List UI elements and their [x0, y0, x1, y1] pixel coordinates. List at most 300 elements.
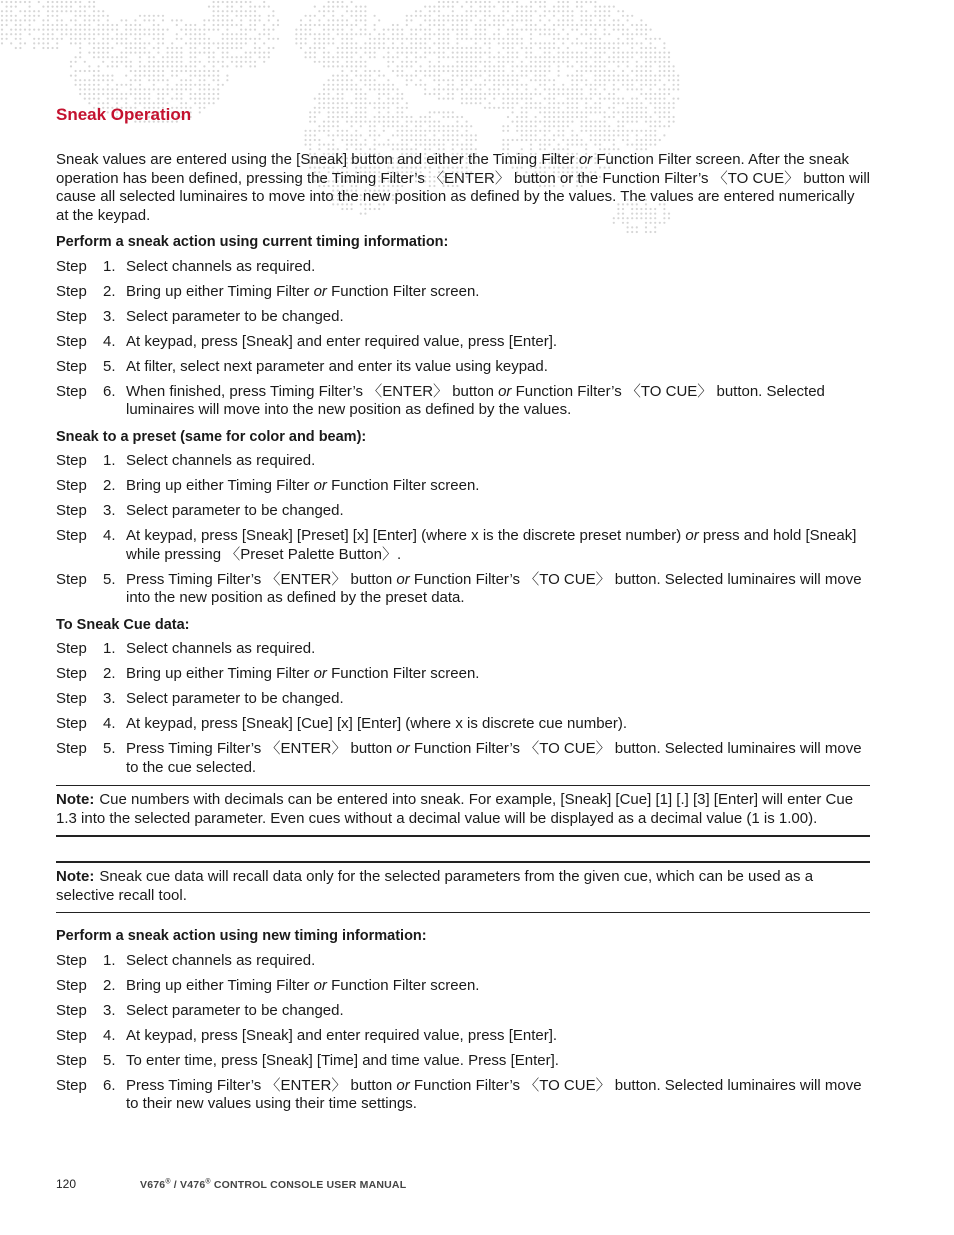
- map-dot: [383, 33, 385, 35]
- map-dot: [208, 38, 210, 40]
- map-dot: [406, 15, 408, 17]
- map-dot: [369, 75, 371, 77]
- map-dot: [139, 75, 141, 77]
- map-dot: [452, 84, 454, 86]
- map-dot: [410, 47, 412, 49]
- map-dot: [29, 6, 31, 8]
- map-dot: [530, 19, 532, 21]
- map-dot: [378, 98, 380, 100]
- map-dot: [10, 42, 12, 44]
- map-dot: [125, 33, 127, 35]
- step-text: [126, 740, 870, 777]
- map-dot: [332, 79, 334, 81]
- map-dot: [346, 75, 348, 77]
- map-dot: [121, 33, 123, 35]
- map-dot: [585, 52, 587, 54]
- map-dot: [328, 38, 330, 40]
- map-dot: [208, 88, 210, 90]
- map-dot: [245, 15, 247, 17]
- map-dot: [42, 38, 44, 40]
- map-dot: [438, 61, 440, 63]
- map-dot: [424, 93, 426, 95]
- map-dot: [548, 29, 550, 31]
- map-dot: [139, 84, 141, 86]
- map-dot: [374, 70, 376, 72]
- map-dot: [190, 56, 192, 58]
- map-dot: [351, 56, 353, 58]
- map-dot: [6, 33, 8, 35]
- map-dot: [378, 84, 380, 86]
- map-dot: [516, 15, 518, 17]
- map-dot: [378, 93, 380, 95]
- map-dot: [493, 33, 495, 35]
- map-dot: [226, 38, 228, 40]
- map-dot: [38, 15, 40, 17]
- map-dot: [360, 65, 362, 67]
- map-dot: [650, 29, 652, 31]
- map-dot: [585, 70, 587, 72]
- map-dot: [668, 52, 670, 54]
- map-dot: [10, 33, 12, 35]
- map-dot: [254, 52, 256, 54]
- map-dot: [659, 98, 661, 100]
- map-dot: [498, 75, 500, 77]
- map-dot: [369, 88, 371, 90]
- map-dot: [590, 38, 592, 40]
- model-b: V476: [180, 1179, 206, 1191]
- map-dot: [539, 84, 541, 86]
- map-dot: [144, 19, 146, 21]
- map-dot: [259, 6, 261, 8]
- map-dot: [622, 98, 624, 100]
- map-dot: [627, 65, 629, 67]
- map-dot: [594, 1, 596, 3]
- map-dot: [484, 33, 486, 35]
- map-dot: [617, 52, 619, 54]
- map-dot: [475, 70, 477, 72]
- map-dot: [93, 33, 95, 35]
- map-dot: [272, 38, 274, 40]
- map-dot: [226, 33, 228, 35]
- map-dot: [392, 42, 394, 44]
- map-dot: [521, 29, 523, 31]
- map-dot: [562, 88, 564, 90]
- map-dot: [203, 84, 205, 86]
- map-dot: [176, 24, 178, 26]
- map-dot: [558, 33, 560, 35]
- step-item: [56, 571, 870, 608]
- map-dot: [424, 15, 426, 17]
- map-dot: [654, 84, 656, 86]
- map-dot: [489, 70, 491, 72]
- map-dot: [102, 52, 104, 54]
- map-dot: [374, 24, 376, 26]
- map-dot: [52, 15, 54, 17]
- map-dot: [157, 29, 159, 31]
- map-dot: [254, 38, 256, 40]
- map-dot: [673, 79, 675, 81]
- map-dot: [226, 15, 228, 17]
- map-dot: [498, 24, 500, 26]
- map-dot: [268, 15, 270, 17]
- map-dot: [153, 65, 155, 67]
- map-dot: [208, 47, 210, 49]
- map-dot: [530, 1, 532, 3]
- map-dot: [553, 79, 555, 81]
- map-dot: [332, 56, 334, 58]
- map-dot: [608, 79, 610, 81]
- map-dot: [553, 29, 555, 31]
- map-dot: [562, 15, 564, 17]
- map-dot: [387, 47, 389, 49]
- map-dot: [231, 33, 233, 35]
- map-dot: [332, 29, 334, 31]
- text-run: At filter, select next parameter and enter its value using keypad.: [126, 357, 548, 375]
- map-dot: [424, 84, 426, 86]
- map-dot: [548, 93, 550, 95]
- map-dot: [558, 65, 560, 67]
- map-dot: [443, 6, 445, 8]
- map-dot: [47, 10, 49, 12]
- map-dot: [544, 42, 546, 44]
- map-dot: [438, 24, 440, 26]
- procedure-new-timing: [56, 927, 870, 1114]
- map-dot: [153, 19, 155, 21]
- map-dot: [93, 56, 95, 58]
- map-dot: [585, 15, 587, 17]
- map-dot: [93, 75, 95, 77]
- map-dot: [470, 93, 472, 95]
- map-dot: [1, 29, 3, 31]
- map-dot: [548, 88, 550, 90]
- map-dot: [33, 15, 35, 17]
- map-dot: [576, 56, 578, 58]
- map-dot: [222, 65, 224, 67]
- map-dot: [309, 29, 311, 31]
- map-dot: [415, 15, 417, 17]
- map-dot: [622, 79, 624, 81]
- map-dot: [318, 42, 320, 44]
- map-dot: [337, 84, 339, 86]
- text-run: Sneak values are entered using the [Sneak] button and either the Timing Filter: [56, 151, 579, 168]
- map-dot: [65, 24, 67, 26]
- map-dot: [617, 61, 619, 63]
- map-dot: [84, 10, 86, 12]
- map-dot: [102, 88, 104, 90]
- map-dot: [314, 6, 316, 8]
- map-dot: [148, 19, 150, 21]
- map-dot: [116, 33, 118, 35]
- map-dot: [107, 88, 109, 90]
- map-dot: [88, 84, 90, 86]
- map-dot: [139, 88, 141, 90]
- map-dot: [70, 6, 72, 8]
- step-number: 6.: [103, 382, 116, 400]
- map-dot: [364, 84, 366, 86]
- map-dot: [88, 65, 90, 67]
- map-dot: [498, 79, 500, 81]
- step-keyword: Step: [56, 1051, 87, 1069]
- map-dot: [668, 88, 670, 90]
- map-dot: [406, 19, 408, 21]
- map-dot: [194, 24, 196, 26]
- map-dot: [590, 93, 592, 95]
- map-dot: [153, 79, 155, 81]
- map-dot: [613, 61, 615, 63]
- map-dot: [599, 52, 601, 54]
- map-dot: [226, 47, 228, 49]
- map-dot: [102, 79, 104, 81]
- map-dot: [295, 29, 297, 31]
- map-dot: [79, 70, 81, 72]
- map-dot: [516, 65, 518, 67]
- map-dot: [134, 70, 136, 72]
- map-dot: [360, 56, 362, 58]
- map-dot: [576, 29, 578, 31]
- map-dot: [355, 88, 357, 90]
- map-dot: [98, 19, 100, 21]
- map-dot: [608, 6, 610, 8]
- map-dot: [360, 29, 362, 31]
- map-dot: [511, 61, 513, 63]
- map-dot: [567, 24, 569, 26]
- map-dot: [438, 1, 440, 3]
- map-dot: [498, 70, 500, 72]
- map-dot: [599, 61, 601, 63]
- map-dot: [171, 61, 173, 63]
- map-dot: [636, 33, 638, 35]
- map-dot: [157, 47, 159, 49]
- map-dot: [452, 47, 454, 49]
- map-dot: [470, 19, 472, 21]
- map-dot: [240, 47, 242, 49]
- map-dot: [535, 10, 537, 12]
- map-dot: [424, 52, 426, 54]
- map-dot: [364, 98, 366, 100]
- step-number: 1.: [103, 452, 116, 469]
- map-dot: [576, 1, 578, 3]
- step-keyword: Step: [56, 690, 87, 707]
- map-dot: [466, 33, 468, 35]
- map-dot: [199, 70, 201, 72]
- map-dot: [397, 52, 399, 54]
- step-text: [126, 640, 870, 659]
- map-dot: [654, 52, 656, 54]
- map-dot: [383, 29, 385, 31]
- map-dot: [171, 47, 173, 49]
- step-text: [126, 333, 870, 352]
- map-dot: [323, 88, 325, 90]
- map-dot: [590, 65, 592, 67]
- map-dot: [585, 47, 587, 49]
- map-dot: [226, 24, 228, 26]
- map-dot: [548, 19, 550, 21]
- map-dot: [604, 98, 606, 100]
- map-dot: [88, 29, 90, 31]
- step-text: [126, 977, 870, 996]
- map-dot: [139, 52, 141, 54]
- map-dot: [429, 15, 431, 17]
- map-dot: [268, 38, 270, 40]
- map-dot: [88, 38, 90, 40]
- map-dot: [544, 98, 546, 100]
- map-dot: [309, 52, 311, 54]
- map-dot: [622, 56, 624, 58]
- map-dot: [199, 79, 201, 81]
- map-dot: [507, 42, 509, 44]
- map-dot: [231, 10, 233, 12]
- map-dot: [447, 6, 449, 8]
- map-dot: [535, 70, 537, 72]
- map-dot: [185, 24, 187, 26]
- map-dot: [447, 29, 449, 31]
- map-dot: [111, 75, 113, 77]
- map-dot: [493, 84, 495, 86]
- map-dot: [535, 42, 537, 44]
- map-dot: [318, 24, 320, 26]
- map-dot: [79, 42, 81, 44]
- map-dot: [631, 42, 633, 44]
- map-dot: [650, 65, 652, 67]
- map-dot: [111, 38, 113, 40]
- map-dot: [493, 93, 495, 95]
- map-dot: [24, 42, 26, 44]
- map-dot: [613, 93, 615, 95]
- map-dot: [511, 52, 513, 54]
- map-dot: [10, 29, 12, 31]
- map-dot: [314, 52, 316, 54]
- map-dot: [199, 98, 201, 100]
- map-dot: [323, 29, 325, 31]
- map-dot: [613, 19, 615, 21]
- map-dot: [548, 70, 550, 72]
- map-dot: [79, 10, 81, 12]
- map-dot: [194, 65, 196, 67]
- map-dot: [401, 33, 403, 35]
- map-dot: [525, 24, 527, 26]
- map-dot: [548, 10, 550, 12]
- step-item: [56, 1002, 870, 1021]
- map-dot: [415, 75, 417, 77]
- map-dot: [318, 61, 320, 63]
- map-dot: [153, 75, 155, 77]
- map-dot: [604, 70, 606, 72]
- map-dot: [121, 19, 123, 21]
- map-dot: [79, 24, 81, 26]
- map-dot: [470, 65, 472, 67]
- map-dot: [466, 65, 468, 67]
- model-a: V676: [140, 1179, 166, 1191]
- map-dot: [323, 93, 325, 95]
- map-dot: [332, 1, 334, 3]
- map-dot: [456, 56, 458, 58]
- map-dot: [594, 15, 596, 17]
- map-dot: [240, 61, 242, 63]
- map-dot: [498, 1, 500, 3]
- map-dot: [507, 79, 509, 81]
- map-dot: [613, 98, 615, 100]
- map-dot: [581, 93, 583, 95]
- map-dot: [130, 33, 132, 35]
- map-dot: [180, 70, 182, 72]
- map-dot: [447, 19, 449, 21]
- map-dot: [203, 33, 205, 35]
- map-dot: [29, 19, 31, 21]
- map-dot: [461, 6, 463, 8]
- map-dot: [360, 98, 362, 100]
- map-dot: [185, 84, 187, 86]
- map-dot: [406, 84, 408, 86]
- map-dot: [383, 38, 385, 40]
- map-dot: [360, 10, 362, 12]
- map-dot: [507, 75, 509, 77]
- map-dot: [56, 47, 58, 49]
- map-dot: [337, 47, 339, 49]
- map-dot: [452, 29, 454, 31]
- map-dot: [553, 98, 555, 100]
- map-dot: [447, 65, 449, 67]
- map-dot: [401, 75, 403, 77]
- map-dot: [171, 75, 173, 77]
- map-dot: [318, 93, 320, 95]
- step-item: [56, 308, 870, 327]
- map-dot: [502, 15, 504, 17]
- map-dot: [134, 24, 136, 26]
- map-dot: [654, 47, 656, 49]
- map-dot: [640, 65, 642, 67]
- map-dot: [61, 1, 63, 3]
- map-dot: [98, 33, 100, 35]
- map-dot: [203, 79, 205, 81]
- map-dot: [254, 10, 256, 12]
- map-dot: [194, 47, 196, 49]
- map-dot: [190, 70, 192, 72]
- map-dot: [424, 70, 426, 72]
- map-dot: [461, 75, 463, 77]
- step-number: 3.: [103, 307, 116, 325]
- map-dot: [567, 33, 569, 35]
- map-dot: [369, 38, 371, 40]
- map-dot: [599, 98, 601, 100]
- map-dot: [341, 75, 343, 77]
- map-dot: [70, 61, 72, 63]
- map-dot: [374, 38, 376, 40]
- map-dot: [1, 19, 3, 21]
- map-dot: [502, 98, 504, 100]
- map-dot: [351, 29, 353, 31]
- map-dot: [489, 65, 491, 67]
- map-dot: [613, 84, 615, 86]
- map-dot: [70, 33, 72, 35]
- map-dot: [19, 33, 21, 35]
- map-dot: [79, 56, 81, 58]
- map-dot: [677, 79, 679, 81]
- map-dot: [590, 24, 592, 26]
- map-dot: [167, 56, 169, 58]
- map-dot: [604, 33, 606, 35]
- map-dot: [433, 65, 435, 67]
- map-dot: [190, 98, 192, 100]
- step-item: [56, 358, 870, 377]
- map-dot: [424, 6, 426, 8]
- map-dot: [397, 65, 399, 67]
- map-dot: [378, 33, 380, 35]
- map-dot: [88, 93, 90, 95]
- map-dot: [1, 38, 3, 40]
- map-dot: [576, 38, 578, 40]
- map-dot: [314, 33, 316, 35]
- map-dot: [668, 61, 670, 63]
